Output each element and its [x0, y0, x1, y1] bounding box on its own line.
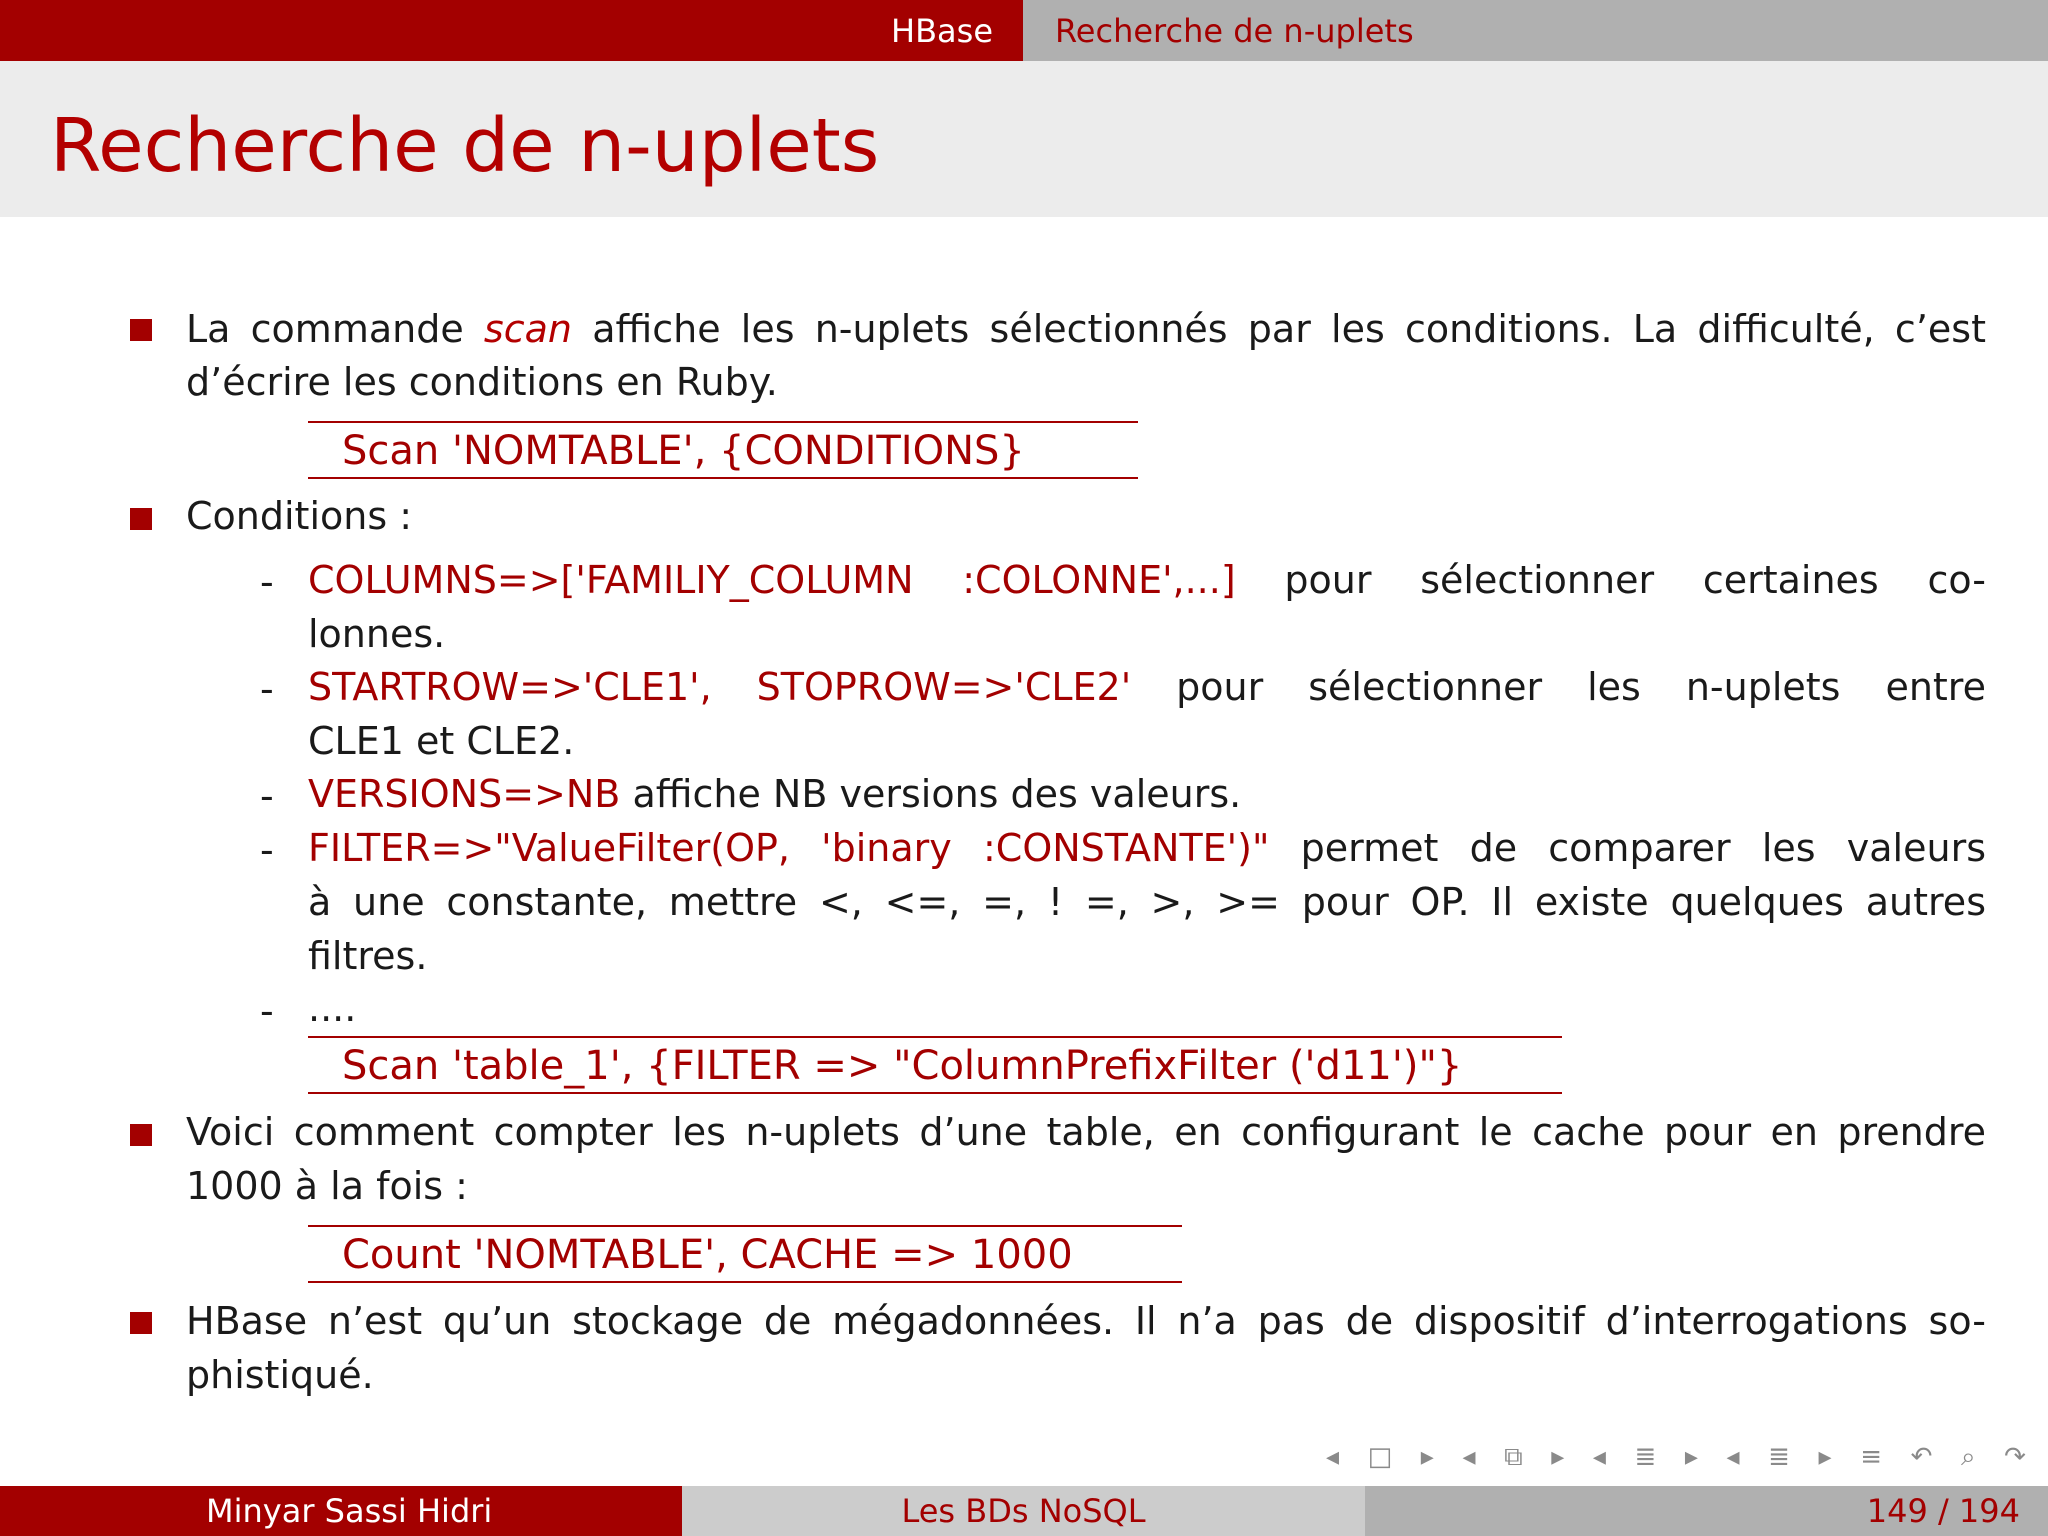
navigation-symbols	[1326, 1440, 2026, 1474]
arrow-left-icon[interactable]: ◂	[1726, 1442, 1740, 1472]
code-filter-text: Scan 'table_1', {FILTER => "ColumnPrefixFilter ('d11')"}	[342, 1043, 1463, 1089]
sub2-line1	[308, 665, 1986, 709]
arrow-left-icon[interactable]: ◂	[1326, 1442, 1340, 1472]
bullet-icon	[130, 1312, 152, 1334]
sub3-text: affiche NB versions des valeurs.	[632, 772, 1242, 816]
redo-icon[interactable]: ↷	[2004, 1442, 2026, 1472]
arrow-left-icon[interactable]: ◂	[1462, 1442, 1476, 1472]
sub2-line2: CLE1 et CLE2.	[308, 719, 575, 763]
sub4-line2: à une constante, mettre <, <=, =, ! =, >, >= pour OP. Il existe quelques autres	[308, 880, 1986, 924]
undo-icon[interactable]: ↶	[1910, 1442, 1933, 1472]
item1-text-a: La commande	[186, 307, 464, 351]
sub4-line3: filtres.	[308, 934, 428, 978]
arrow-right-icon[interactable]: ▸	[1551, 1442, 1565, 1472]
sub1-line2: lonnes.	[308, 612, 446, 656]
item1-text-b: affiche les n-uplets sélectionnés par les conditions. La difficulté, c’est	[592, 307, 1986, 351]
frame-title-bar	[0, 61, 2048, 217]
sub4-text: permet de comparer les valeurs	[1300, 826, 1986, 870]
header-section-area	[0, 0, 1023, 61]
dash-marker: -	[260, 989, 274, 1033]
sub1-code: COLUMNS=>['FAMILIY_COLUMN :COLONNE',...]	[308, 558, 1236, 602]
sub1-line1	[308, 558, 1987, 602]
header-subsection-area	[1023, 0, 2048, 61]
section-icon[interactable]: ≣	[1768, 1442, 1790, 1472]
dash-marker: -	[260, 667, 274, 711]
sub2-code: STARTROW=>'CLE1', STOPROW=>'CLE2'	[308, 665, 1132, 709]
sub4-line1	[308, 826, 1986, 870]
item4-line1: HBase n’est qu’un stockage de mégadonnées. Il n’a pas de dispositif d’interrogations so-	[186, 1299, 1986, 1343]
footer-author: Minyar Sassi Hidri	[0, 1486, 682, 1536]
item1-line1	[186, 307, 1986, 351]
dash-marker: -	[260, 560, 274, 604]
header-section-link[interactable]: HBase	[891, 11, 993, 50]
header-navigation	[0, 0, 2048, 61]
footer-title: Les BDs NoSQL	[682, 1486, 1365, 1536]
item2-label: Conditions :	[186, 494, 413, 538]
item3-line1: Voici comment compter les n-uplets d’une table, en configurant le cache pour en prendre	[186, 1110, 1986, 1154]
item3-line2: 1000 à la fois :	[186, 1164, 468, 1208]
code-block-count	[308, 1225, 1182, 1283]
dash-marker: -	[260, 828, 274, 872]
bullet-icon	[130, 508, 152, 530]
sub5-line1: ....	[308, 986, 357, 1030]
arrow-right-icon[interactable]: ▸	[1420, 1442, 1434, 1472]
align-icon[interactable]: ≡	[1860, 1442, 1882, 1472]
item1-line2: d’écrire les conditions en Ruby.	[186, 360, 778, 404]
item4-line2: phistiqué.	[186, 1353, 374, 1397]
code-count-text: Count 'NOMTABLE', CACHE => 1000	[342, 1232, 1073, 1278]
frame-icon[interactable]: □	[1367, 1442, 1393, 1472]
sub2-text: pour sélectionner les n-uplets entre	[1176, 665, 1986, 709]
code-block-scan	[308, 421, 1138, 479]
code-block-filter	[308, 1036, 1562, 1094]
bullet-icon	[130, 319, 152, 341]
sub3-line1	[308, 772, 1242, 816]
arrow-right-icon[interactable]: ▸	[1684, 1442, 1698, 1472]
dash-marker: -	[260, 774, 274, 818]
footer-page-number: 149 / 194	[1365, 1486, 2048, 1536]
header-subsection-link[interactable]: Recherche de n-uplets	[1055, 11, 1414, 50]
arrow-left-icon[interactable]: ◂	[1592, 1442, 1606, 1472]
item1-emphasis: scan	[483, 307, 572, 351]
sub4-code: FILTER=>"ValueFilter(OP, 'binary :CONSTANTE')"	[308, 826, 1270, 870]
subsection-icon[interactable]: ⧉	[1504, 1441, 1523, 1472]
section-icon[interactable]: ≣	[1634, 1442, 1657, 1472]
sub1-text: pour sélectionner certaines co-	[1284, 558, 1987, 602]
code-scan-text: Scan 'NOMTABLE', {CONDITIONS}	[342, 428, 1025, 474]
search-icon[interactable]: ⌕	[1960, 1441, 1976, 1472]
bullet-icon	[130, 1124, 152, 1146]
sub3-code: VERSIONS=>NB	[308, 772, 621, 816]
arrow-right-icon[interactable]: ▸	[1818, 1442, 1832, 1472]
frame-title: Recherche de n-uplets	[50, 103, 880, 189]
footer	[0, 1486, 2048, 1536]
